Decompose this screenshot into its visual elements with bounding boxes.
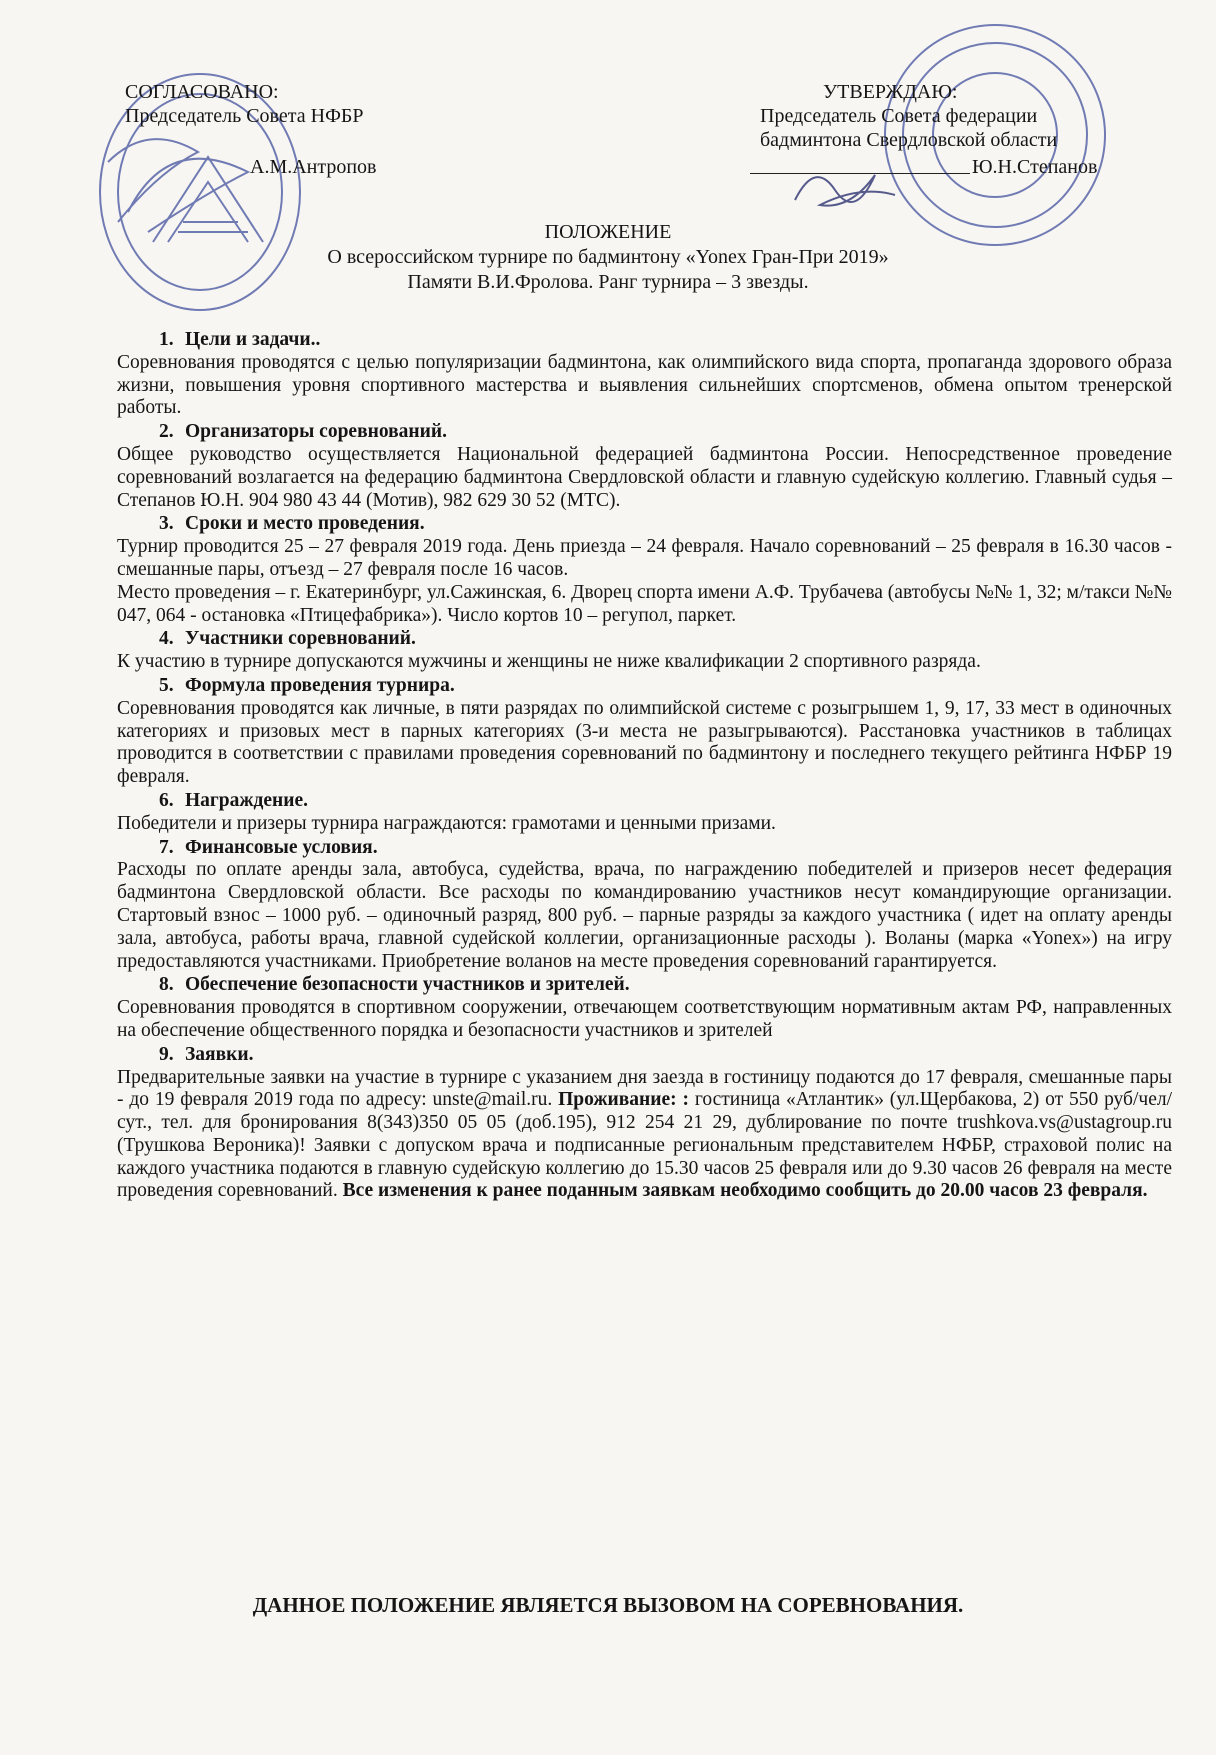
- section-number: 4.: [159, 628, 174, 650]
- section-title: Сроки и место проведения.: [185, 513, 425, 535]
- applications-text-1: Предварительные заявки на участие в турнире с указанием дня заезда в гостиницу подаются до 17 февраля, смешанные пары - до 19 февраля 2019 года по адресу: unste@mail.ru.: [117, 1066, 1172, 1111]
- signature-line: [750, 173, 970, 174]
- section-paragraph: [117, 1067, 1172, 1204]
- document-body: [117, 328, 1172, 1203]
- approval-right-block: [760, 80, 1120, 178]
- section-number: 2.: [159, 421, 174, 443]
- section-number: 9.: [159, 1043, 174, 1065]
- section-title: Формула проведения турнира.: [185, 674, 455, 696]
- document-subtitle-2: Памяти В.И.Фролова. Ранг турнира – 3 звезды.: [407, 271, 809, 293]
- applications-text-2: гостиница «Атлантик» (ул.Щербакова, 2) от 550 руб/чел/сут., тел. для бронирования 8(343)350 05 05 (доб.195), 912 254 21 29, дублирование по почте trushkova.vs@ustagroup.ru (Трушкова Вероника)! Заявки с допуском врача и подписанные региональным представителем НФБР, страховой полис на каждого участника подаются в главную судейскую коллегию до 15.30 часов 25 февраля или до 9.30 часов 26 февраля на месте проведения соревнований.: [117, 1089, 1172, 1202]
- section-heading: [117, 329, 1172, 352]
- approval-right-name-text: Ю.Н.Степанов: [972, 156, 1098, 178]
- changes-deadline-note: Все изменения к ранее поданным заявкам необходимо сообщить до 20.00 часов 23 февраля.: [342, 1180, 1148, 1202]
- section-paragraph: Расходы по оплате аренды зала, автобуса, судейства, врача, по награждению победителей и призеров несет федерация бадминтона Свердловской области. Все расходы по командированию участников несут командирующие организации. Стартовый взнос – 1000 руб. – одиночный разряд, 800 руб. – парные разряды за каждого участника ( идет на оплату аренды зала, автобуса, работы врача, главной судейской коллегии, организационные расходы ). Воланы (марка «Yonex») на игру предоставляются участниками. Приобретение воланов на месте проведения соревнований гарантируется.: [117, 859, 1172, 972]
- section-title: Заявки.: [185, 1043, 254, 1065]
- section-applications: [117, 1044, 1172, 1204]
- section-format: [117, 675, 1172, 789]
- section-paragraph: Соревнования проводятся с целью популяризации бадминтона, как олимпийского вида спорта, пропаганда здорового образа жизни, повышения уровня спортивного мастерства и выявления сильнейших спортсменов, обмена опытом тренерской работы.: [117, 351, 1172, 419]
- section-dates-venue: [117, 513, 1172, 627]
- section-heading: [117, 1044, 1172, 1067]
- accommodation-label: Проживание: :: [558, 1089, 690, 1111]
- section-awards: [117, 790, 1172, 836]
- section-title: Награждение.: [185, 789, 309, 811]
- section-heading: [117, 513, 1172, 536]
- section-paragraph: Общее руководство осуществляется Национальной федерацией бадминтона России. Непосредственное проведение соревнований возлагается на федерацию бадминтона Свердловской области и главную судейскую коллегию. Главный судья – Степанов Ю.Н. 904 980 43 44 (Мотив), 982 629 30 52 (МТС).: [117, 443, 1172, 511]
- section-title: Обеспечение безопасности участников и зрителей.: [185, 974, 630, 996]
- section-paragraph: Место проведения – г. Екатеринбург, ул.Сажинская, 6. Дворец спорта имени А.Ф. Трубачева (автобусы №№ 1, 32; м/такси №№ 047, 064 - остановка «Птицефабрика»). Число кортов 10 – регупол, паркет.: [117, 581, 1172, 626]
- section-participants: [117, 628, 1172, 674]
- section-title: Цели и задачи..: [185, 329, 321, 350]
- approval-right-position-1: Председатель Совета федерации: [760, 105, 1038, 127]
- section-heading: [117, 974, 1172, 997]
- section-number: 8.: [159, 974, 174, 996]
- section-organizers: [117, 421, 1172, 512]
- section-finance: [117, 837, 1172, 974]
- section-number: 7.: [159, 836, 174, 858]
- section-number: 1.: [159, 329, 174, 350]
- section-heading: [117, 421, 1172, 444]
- footer-statement: ДАННОЕ ПОЛОЖЕНИЕ ЯВЛЯЕТСЯ ВЫЗОВОМ НА СОРЕВНОВАНИЯ.: [252, 1593, 964, 1617]
- section-title: Участники соревнований.: [185, 628, 416, 650]
- section-number: 3.: [159, 513, 174, 535]
- section-title: Финансовые условия.: [185, 836, 378, 858]
- section-heading: [117, 790, 1172, 813]
- section-safety: [117, 974, 1172, 1042]
- section-heading: [117, 628, 1172, 651]
- section-paragraph: Соревнования проводятся в спортивном сооружении, отвечающем соответствующим нормативным актам РФ, направленных на обеспечение общественного порядка и безопасности участников и зрителей: [117, 997, 1172, 1041]
- document-subtitle: О всероссийском турнире по бадминтону «Yonex Гран-При 2019»: [327, 246, 889, 268]
- approval-left-name: А.М.Антропов: [250, 156, 377, 178]
- section-paragraph: Соревнования проводятся как личные, в пяти разрядах по олимпийской системе с розыгрышем 1, 9, 17, 33 мест в одиночных категориях и призовых мест в парных категориях (3-и места не разыгрываются). Расстановка участников в таблицах проводится в соответствии с правилами проведения соревнований по бадминтону и последнего текущего рейтинга НФБР 19 февраля.: [117, 697, 1172, 788]
- signature-scribble: [790, 150, 900, 220]
- document-title: ПОЛОЖЕНИЕ: [544, 221, 672, 243]
- section-paragraph: Победители и призеры турнира награждаются: грамотами и ценными призами.: [117, 812, 776, 834]
- section-goals: [117, 329, 1172, 420]
- section-number: 6.: [159, 789, 174, 811]
- section-paragraph: К участию в турнире допускаются мужчины и женщины не ниже квалификации 2 спортивного разряда.: [117, 651, 981, 673]
- approval-left-label: СОГЛАСОВАНО:: [125, 81, 279, 103]
- section-title: Организаторы соревнований.: [185, 421, 447, 443]
- section-heading: [117, 675, 1172, 698]
- document-title-block: [0, 220, 1216, 295]
- approval-left-block: [125, 80, 377, 179]
- approval-right-label: УТВЕРЖДАЮ:: [823, 81, 958, 103]
- approval-right-position-2: бадминтона Свердловской области: [760, 129, 1058, 151]
- section-heading: [117, 837, 1172, 860]
- section-paragraph: Турнир проводится 25 – 27 февраля 2019 года. День приезда – 24 февраля. Начало соревнований – 25 февраля в 16.30 часов - смешанные пары, отъезд – 27 февраля после 16 часов.: [117, 536, 1172, 580]
- approval-left-position: Председатель Совета НФБР: [125, 105, 364, 127]
- section-number: 5.: [159, 674, 174, 696]
